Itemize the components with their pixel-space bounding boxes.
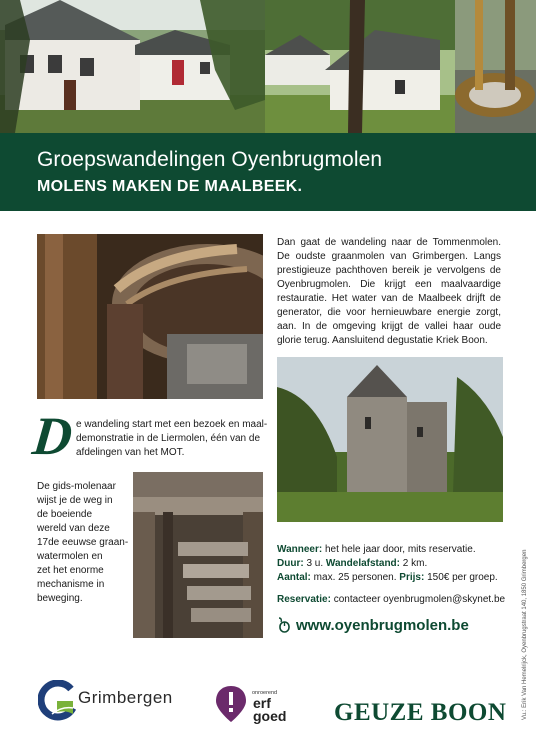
info-count-value: max. 25 personen. [310, 572, 400, 583]
geuze-boon-logo: GEUZE BOON [334, 699, 507, 726]
guide-line: mechanisme in [37, 579, 105, 590]
photo-mill-gear [37, 234, 263, 399]
info-when-value: het hele jaar door, mits reservatie. [322, 544, 476, 555]
erfgoed-pin-icon [216, 686, 246, 722]
info-duration-label: Duur: [277, 558, 304, 569]
intro-paragraph: Dan gaat de wandeling naar de Tommenmolen. De oudste graanmolen van Grimbergen. Langs prestigieuze pachthoven bereik je vervolgens de Oyenbrugmolen. Die krijgt een maalvaardige restauratie. Het water van de Maalbeek drijft de generator, die voor hernieuwbare energie zorgt, aan. In de omgeving krijgt de vallei haar oude glorie terug. Aansluitend degustatie Kriek Boon. [277, 237, 501, 346]
info-price-value: 150€ per groep. [424, 572, 498, 583]
photo-castle-tower [277, 357, 503, 522]
info-duration-value: 3 u. [303, 558, 326, 569]
guide-line: De gids-molenaar [37, 481, 116, 492]
page-title: Groepswandelingen Oyenbrugmolen [37, 148, 383, 171]
info-distance-value: 2 km. [400, 558, 428, 569]
erfgoed-small-label: onroerend [252, 690, 278, 696]
erfgoed-line-1: erf [253, 695, 271, 711]
info-count [277, 571, 498, 584]
guide-line: watermolen en [37, 551, 103, 562]
start-line-1: e wandeling start met een bezoek en maal- [76, 419, 268, 430]
info-distance-label: Wandelafstand: [325, 558, 400, 569]
info-duration [277, 557, 427, 570]
guide-line: de boeiende [37, 509, 93, 520]
erfgoed-line-2: goed [253, 708, 287, 724]
info-count-label: Aantal: [277, 572, 311, 583]
website-link[interactable] [277, 615, 469, 635]
info-reservation [277, 593, 505, 606]
info-when [277, 543, 476, 556]
info-when-label: Wanneer: [277, 544, 323, 555]
grimbergen-g-icon [38, 680, 76, 722]
guide-line: beweging. [37, 593, 83, 604]
publisher-credit-text: Vu.: Erik Van Hemelrijck, Oyenbrugstraat 140, 1850 Grimbergen [522, 549, 528, 720]
title-banner [0, 133, 536, 211]
info-reservation-value[interactable]: contacteer oyenbrugmolen@skynet.be [330, 594, 506, 605]
info-reservation-label: Reservatie: [277, 594, 331, 605]
top-photo-strip [0, 0, 536, 133]
info-price-label: Prijs: [399, 572, 425, 583]
photo-water-wheel [133, 472, 263, 638]
website-url[interactable]: www.oyenbrugmolen.be [296, 616, 469, 634]
mouse-icon [277, 617, 291, 633]
page-subtitle: MOLENS MAKEN DE MAALBEEK. [37, 178, 303, 195]
guide-line: 17de eeuwse graan- [37, 537, 129, 548]
drop-cap [29, 406, 76, 466]
publisher-credit [520, 549, 530, 730]
guide-line: wereld van deze [37, 523, 110, 534]
guide-line: zet het enorme [37, 565, 104, 576]
guide-line: wijst je de weg in [37, 495, 113, 506]
drop-cap-letter: D [29, 406, 76, 466]
grimbergen-logo-text: Grimbergen [78, 688, 173, 707]
erfgoed-logo-text [253, 697, 286, 723]
start-line-3: afdelingen van het MOT. [76, 447, 185, 458]
start-line-2: demonstratie in de Liermolen, één van de [76, 433, 261, 444]
